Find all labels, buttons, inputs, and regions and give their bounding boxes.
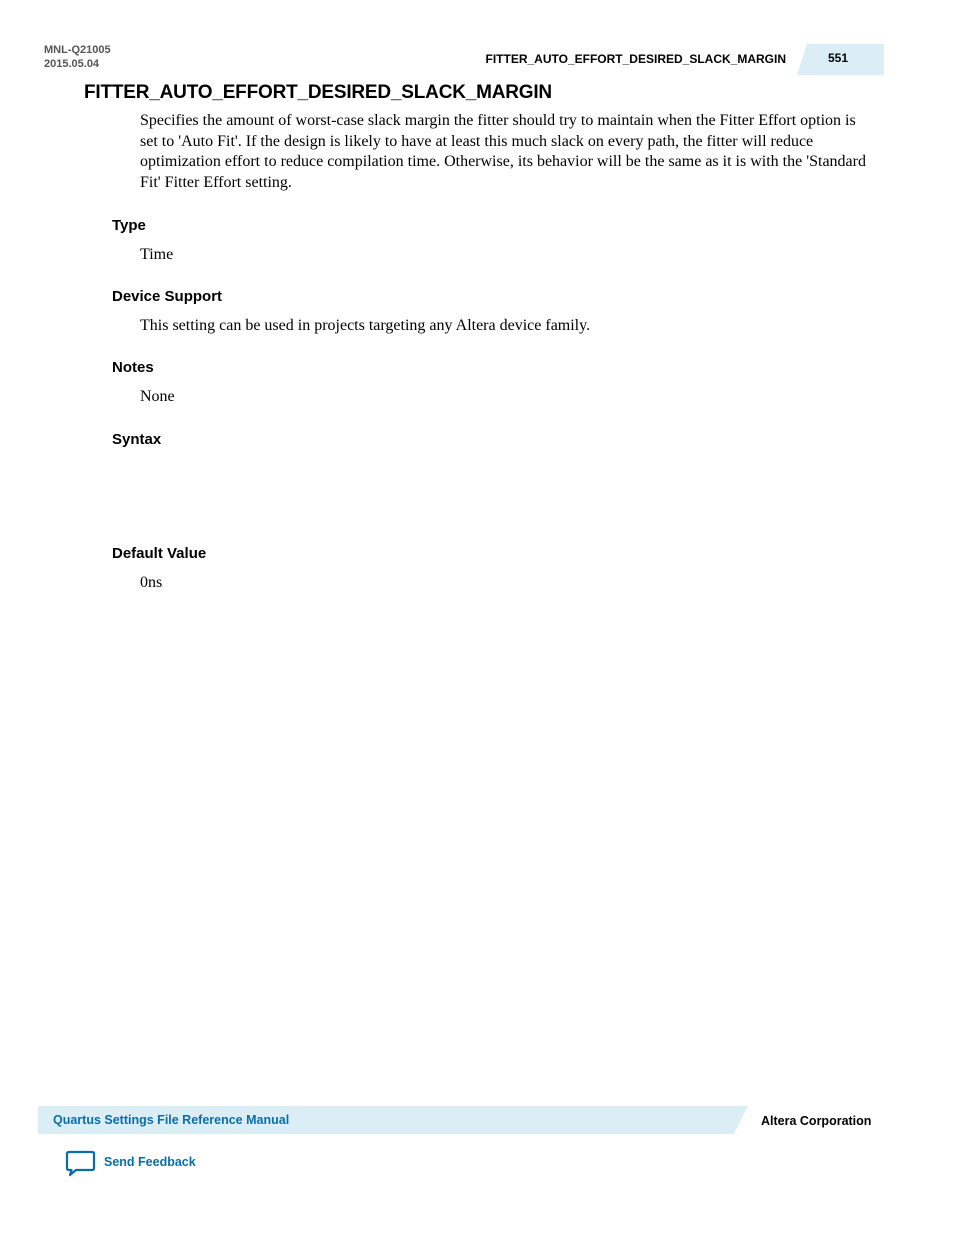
- device-support-text: This setting can be used in projects targeting any Altera device family.: [140, 317, 591, 334]
- description-paragraph: Specifies the amount of worst-case slack margin the fitter should try to maintain when the Fitter Effort option is set to 'Auto Fit'. If the design is likely to have at least this much slack on every path, the fitter will reduce optimization effort to reduce compilation time. Otherwise, its behavior will be the same as it is with the 'Standard Fit' Fitter Effort setting.: [140, 112, 866, 192]
- type-value: Time: [140, 246, 174, 263]
- send-feedback-label[interactable]: Send Feedback: [104, 1154, 196, 1169]
- speech-bubble-icon: [65, 1150, 96, 1177]
- type-heading: Type: [112, 217, 146, 234]
- default-value-heading: Default Value: [112, 545, 207, 562]
- send-feedback-link[interactable]: [65, 1150, 196, 1177]
- footer-company: Altera Corporation: [761, 1114, 872, 1128]
- notes-text: None: [140, 388, 175, 405]
- document-id-block: [44, 43, 111, 71]
- device-support-heading: Device Support: [112, 288, 223, 305]
- notes-heading: Notes: [112, 359, 154, 376]
- doc-date: 2015.05.04: [44, 58, 100, 70]
- running-header-title: FITTER_AUTO_EFFORT_DESIRED_SLACK_MARGIN: [485, 52, 786, 66]
- doc-number: MNL-Q21005: [44, 44, 111, 56]
- page-number: 551: [828, 51, 849, 65]
- syntax-heading: Syntax: [112, 431, 162, 448]
- footer-manual-title: Quartus Settings File Reference Manual: [53, 1113, 290, 1127]
- page-title: FITTER_AUTO_EFFORT_DESIRED_SLACK_MARGIN: [84, 82, 552, 103]
- default-value-text: 0ns: [140, 574, 163, 591]
